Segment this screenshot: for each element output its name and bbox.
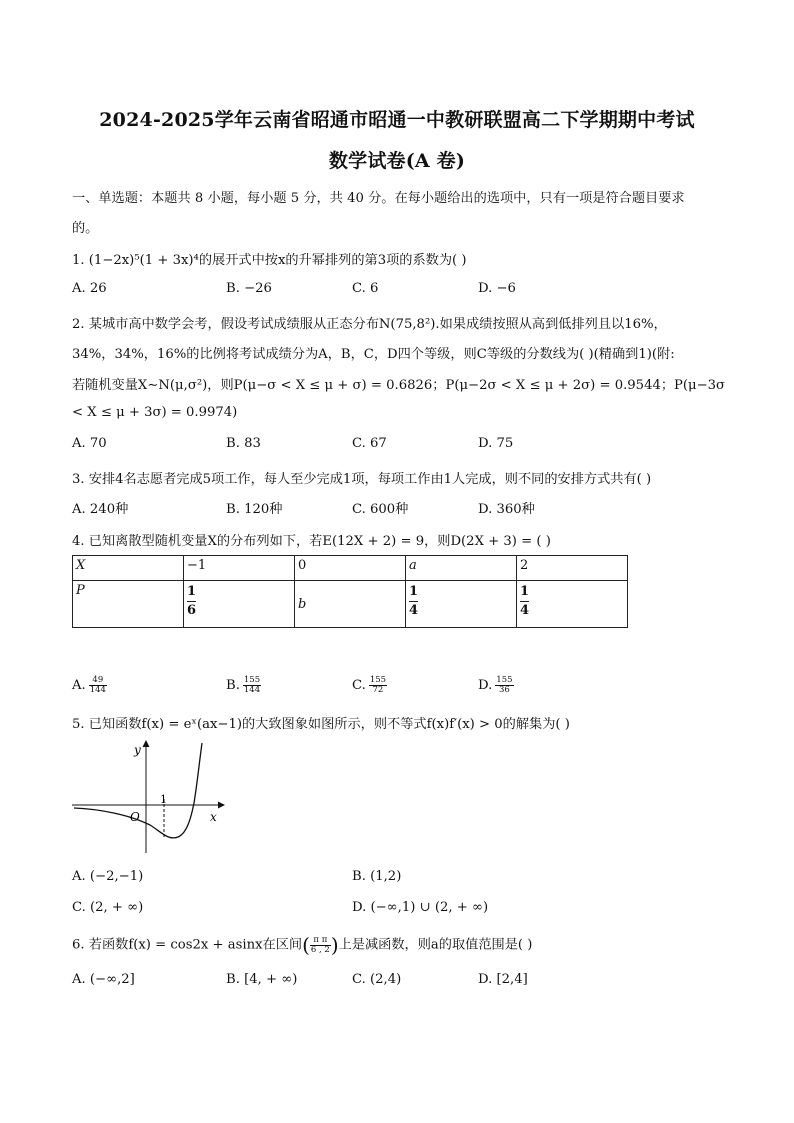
question-6-option-b: B. [4, + ∞) [226, 972, 298, 987]
fraction-numerator: 1 [187, 584, 197, 599]
section-instructions-cont: 的。 [72, 221, 99, 236]
table-cell-fraction [406, 581, 517, 628]
origin-label: O [130, 810, 140, 824]
option-fraction [243, 676, 261, 695]
fraction-numerator: 1 [520, 584, 530, 599]
question-5-stem: 5. 已知函数f(x) = eˣ(ax−1)的大致图象如图所示，则不等式f(x)f′(x) > 0的解集为( ) [72, 717, 570, 732]
question-1-option-a: A. 26 [72, 281, 107, 296]
question-1-option-b: B. −26 [226, 281, 272, 296]
distribution-table [72, 555, 628, 628]
fraction-denominator: 36 [499, 685, 510, 695]
question-3-option-b: B. 120种 [226, 502, 283, 517]
option-letter: D. [478, 678, 493, 693]
question-4-option-c [352, 676, 387, 695]
x-axis-label: x [210, 810, 217, 824]
question-2-option-c: C. 67 [352, 436, 387, 451]
question-3-option-d: D. 360种 [478, 502, 535, 517]
table-cell: b [295, 581, 406, 628]
table-row [73, 556, 628, 581]
fraction-denominator: 6 [187, 603, 197, 618]
question-5-option-a: A. (−2,−1) [72, 869, 144, 884]
table-cell: P [73, 581, 184, 628]
option-fraction [369, 676, 387, 695]
question-2-stem-line2: 34%，34%，16%的比例将考试成绩分为A，B，C，D四个等级，则C等级的分数线为( )(精确到1)(附: [72, 347, 675, 362]
fraction-numerator: 49 [89, 676, 107, 686]
question-3-stem: 3. 安排4名志愿者完成5项工作，每人至少完成1项，每项工作由1人完成，则不同的安排方式共有( ) [72, 472, 652, 487]
question-1-stem: 1. (1−2x)⁵(1 + 3x)⁴的展开式中按x的升幂排列的第3项的系数为( ) [72, 253, 467, 268]
y-axis-label: y [134, 743, 141, 757]
paren-left: ( [302, 933, 310, 957]
question-4-option-a [72, 676, 107, 695]
table-cell: X [73, 556, 184, 581]
question-6-option-c: C. (2,4) [352, 972, 402, 987]
option-letter: A. [72, 678, 86, 693]
fraction-denominator: 4 [409, 603, 419, 618]
interval-denominators: 6 , 2 [310, 944, 330, 955]
fraction-denominator: 144 [89, 685, 106, 695]
question-2-stem-line3: 若随机变量X∼N(μ,σ²)，则P(μ−σ < X ≤ μ + σ) = 0.6826；P(μ−2σ < X ≤ μ + 2σ) = 0.9544；P(μ−3σ [72, 378, 726, 393]
table-cell: 2 [517, 556, 628, 581]
question-6-option-d: D. [2,4] [478, 972, 528, 987]
question-2-option-b: B. 83 [226, 436, 261, 451]
fraction-numerator: 155 [496, 675, 513, 685]
question-2-option-a: A. 70 [72, 436, 107, 451]
question-6-stem-post: 上是减函数，则a的取值范围是( ) [338, 937, 533, 953]
question-4-stem: 4. 已知离散型随机变量X的分布列如下，若E(12X + 2) = 9，则D(2X + 3) = ( ) [72, 534, 551, 549]
option-fraction [89, 676, 107, 695]
paren-right: ) [330, 933, 339, 957]
exam-title: 2024-2025学年云南省昭通市昭通一中教研联盟高二下学期期中考试 [99, 109, 695, 131]
fraction-numerator: 155 [369, 675, 387, 685]
table-cell-fraction [184, 581, 295, 628]
exam-subtitle: 数学试卷(A 卷) [328, 150, 466, 172]
table-cell: a [406, 556, 517, 581]
table-cell: 0 [295, 556, 406, 581]
option-fraction [495, 676, 513, 695]
question-3-option-c: C. 600种 [352, 502, 409, 517]
fraction-numerator: 155 [243, 675, 261, 685]
tick-label-one: 1 [160, 793, 167, 806]
question-1-option-d: D. −6 [478, 281, 516, 296]
table-cell-fraction [517, 581, 628, 628]
table-cell: −1 [184, 556, 295, 581]
question-5-option-b: B. (1,2) [352, 869, 402, 884]
x-axis-arrow [218, 802, 225, 809]
option-letter: B. [226, 678, 240, 693]
y-axis-arrow [143, 740, 150, 747]
question-1-option-c: C. 6 [352, 281, 379, 296]
function-graph [70, 735, 230, 857]
question-6-stem [72, 933, 532, 957]
question-2-option-d: D. 75 [478, 436, 514, 451]
question-2-stem-line1: 2. 某城市高中数学会考，假设考试成绩服从正态分布N(75,8²).如果成绩按照从高到低排列且以16%， [72, 317, 667, 332]
question-3-option-a: A. 240种 [72, 502, 129, 517]
fraction-numerator: 1 [409, 584, 419, 599]
fraction-denominator: 144 [243, 685, 261, 695]
interval-fraction [310, 936, 331, 955]
section-instructions: 一、单选题：本题共 8 小题，每小题 5 分，共 40 分。在每小题给出的选项中，只有一项是符合题目要求 [72, 191, 685, 206]
question-6-stem-pre: 6. 若函数f(x) = cos2x + asinx在区间 [72, 937, 303, 953]
question-2-stem-line4: < X ≤ μ + 3σ) = 0.9974) [72, 405, 238, 420]
table-row [73, 581, 628, 628]
question-5-option-c: C. (2, + ∞) [72, 900, 144, 915]
question-6-option-a: A. (−∞,2] [72, 972, 135, 987]
option-letter: C. [352, 678, 366, 693]
fraction-denominator: 72 [372, 685, 384, 695]
question-5-option-d: D. (−∞,1) ∪ (2, + ∞) [352, 900, 489, 915]
interval-numerators: π π [310, 936, 331, 946]
question-4-option-b [226, 676, 261, 695]
question-4-option-d [478, 676, 514, 695]
fraction-denominator: 4 [520, 603, 530, 618]
